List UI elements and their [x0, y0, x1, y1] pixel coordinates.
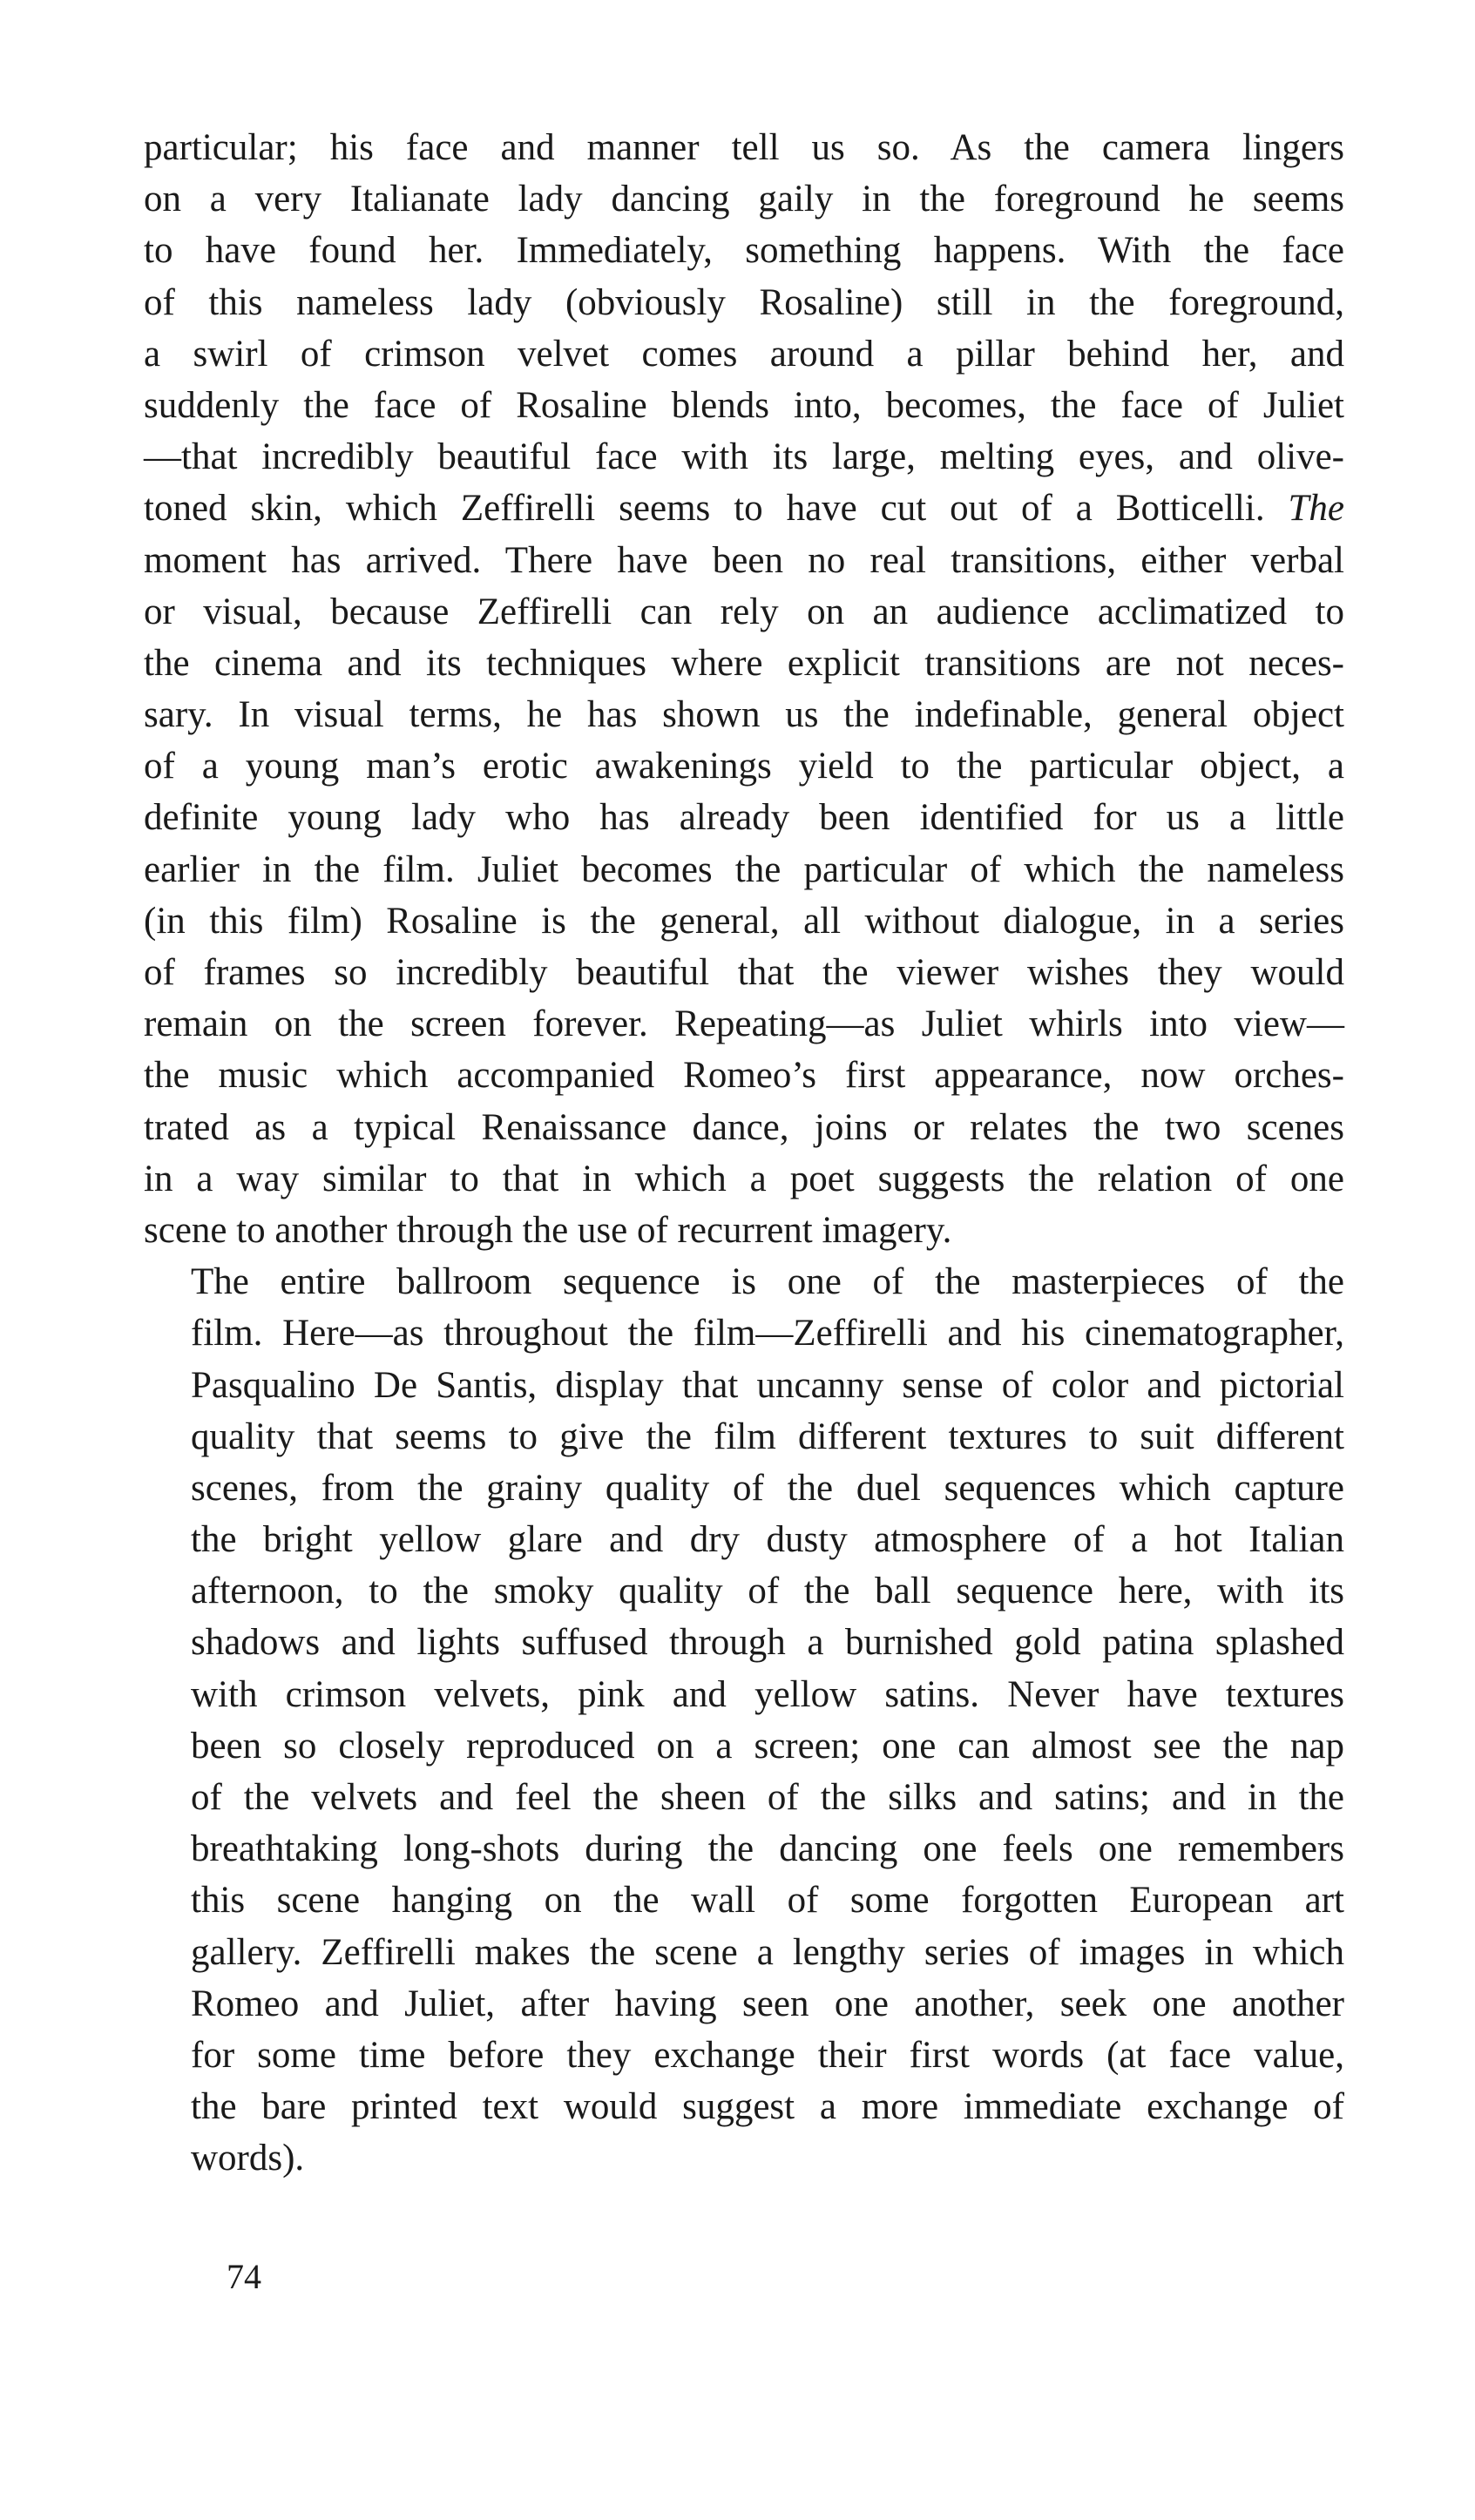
text-line: Romeo and Juliet, after having seen one another, seek one another: [191, 1983, 1344, 2024]
text-line: earlier in the film. Juliet becomes the particular of which the nameless: [144, 848, 1344, 890]
text-line: or visual, because Zeffirelli can rely on an audience acclimatized to: [144, 591, 1344, 632]
body-text: [144, 122, 1344, 2185]
text-line: for some time before they exchange their first words (at face value,: [191, 2034, 1344, 2076]
text-line: scene to another through the use of recurrent imagery.: [144, 1209, 952, 1251]
text-line: on a very Italianate lady dancing gaily in the foreground he seems: [144, 179, 1344, 220]
text-line: trated as a typical Renaissance dance, joins or relates the two scenes: [144, 1106, 1344, 1148]
text-line: film. Here—as throughout the film—Zeffirelli and his cinematographer,: [191, 1313, 1344, 1355]
text-line: The entire ballroom sequence is one of the masterpieces of the: [191, 1261, 1344, 1303]
text-line: to have found her. Immediately, something happens. With the face: [144, 230, 1344, 272]
text-line: with crimson velvets, pink and yellow satins. Never have textures: [191, 1673, 1344, 1715]
text-line: a swirl of crimson velvet comes around a pillar behind her, and: [144, 333, 1344, 375]
text-line: particular; his face and manner tell us so. As the camera lingers: [144, 127, 1344, 168]
text-line: of the velvets and feel the sheen of the silks and satins; and in the: [191, 1777, 1344, 1818]
text-line: in a way similar to that in which a poet suggests the relation of one: [144, 1158, 1344, 1199]
text-line: the bright yellow glare and dry dusty atmosphere of a hot Italian: [191, 1519, 1344, 1561]
text-line: (in this film) Rosaline is the general, all without dialogue, in a series: [144, 900, 1344, 942]
text-line: Pasqualino De Santis, display that uncanny sense of color and pictorial: [191, 1364, 1344, 1406]
text-line: been so closely reproduced on a screen; one can almost see the nap: [191, 1725, 1344, 1767]
text-line-segment: toned skin, which Zeffirelli seems to have cut out of a Botticelli.: [144, 488, 1289, 530]
italic-word: The: [1288, 488, 1344, 530]
text-line: moment has arrived. There have been no real transitions, either verbal: [144, 539, 1344, 581]
paragraph-1: [144, 122, 1344, 1256]
text-line-with-italic: [144, 483, 1344, 534]
text-line: words).: [191, 2138, 305, 2179]
text-line: afternoon, to the smoky quality of the ball sequence here, with its: [191, 1571, 1344, 1612]
text-line: the music which accompanied Romeo’s first appearance, now orches-: [144, 1055, 1344, 1097]
text-line: suddenly the face of Rosaline blends into, becomes, the face of Juliet: [144, 384, 1344, 426]
text-line: sary. In visual terms, he has shown us the indefinable, general object: [144, 694, 1344, 736]
text-line: definite young lady who has already been identified for us a little: [144, 797, 1344, 839]
text-line: of frames so incredibly beautiful that the viewer wishes they would: [144, 952, 1344, 993]
text-line: of a young man’s erotic awakenings yield to the particular object, a: [144, 746, 1344, 787]
text-line: gallery. Zeffirelli makes the scene a lengthy series of images in which: [191, 1931, 1344, 1973]
text-line: of this nameless lady (obviously Rosaline) still in the foreground,: [144, 281, 1344, 323]
text-line: breathtaking long-shots during the dancing one feels one remembers: [191, 1828, 1344, 1870]
text-line: this scene hanging on the wall of some forgotten European art: [191, 1880, 1344, 1922]
text-line: remain on the screen forever. Repeating—as Juliet whirls into view—: [144, 1003, 1344, 1045]
page-number: 74: [227, 2257, 261, 2296]
text-line: quality that seems to give the film different textures to suit different: [191, 1415, 1344, 1457]
text-line: —that incredibly beautiful face with its large, melting eyes, and olive-: [144, 436, 1344, 478]
text-line: scenes, from the grainy quality of the duel sequences which capture: [191, 1467, 1344, 1509]
paragraph-2: [144, 1256, 1344, 2184]
text-line: shadows and lights suffused through a burnished gold patina splashed: [191, 1622, 1344, 1664]
text-line: the cinema and its techniques where explicit transitions are not neces-: [144, 642, 1344, 684]
text-line: the bare printed text would suggest a more immediate exchange of: [191, 2086, 1344, 2128]
